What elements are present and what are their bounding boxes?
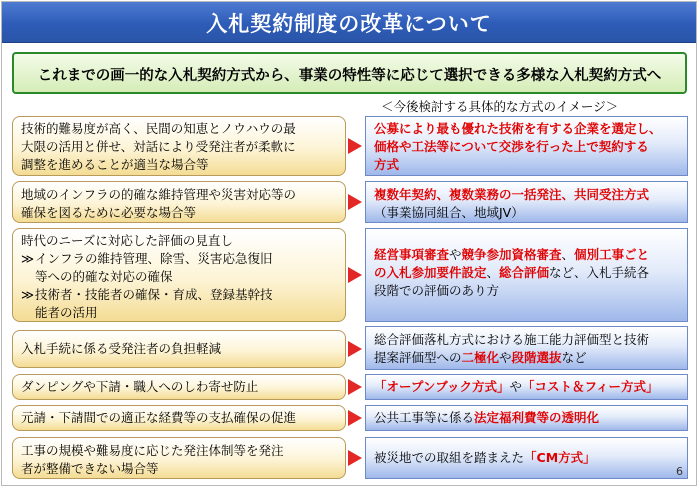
method-line <box>374 156 679 174</box>
emphasis-text: 複数年契約、複数業務の一括発注、共同受注方式 <box>374 187 650 202</box>
emphasis-text: 総合評価 <box>499 265 550 280</box>
condition-box <box>12 228 346 322</box>
title-bar <box>2 2 696 43</box>
condition-box <box>12 330 346 368</box>
emphasis-text: 個別工事ごと <box>574 247 650 262</box>
method-box <box>365 405 688 431</box>
method-text: など <box>561 350 587 365</box>
arrow-icon <box>348 410 362 426</box>
method-box <box>365 374 688 400</box>
emphasis-text: 方式 <box>374 157 400 172</box>
condition-subitem <box>21 250 337 286</box>
method-line <box>374 449 679 467</box>
condition-box <box>12 374 346 400</box>
condition-line: 技術的難易度が高く、民間の知恵とノウハウの最 <box>21 121 296 136</box>
condition-subitem <box>21 286 337 322</box>
emphasis-text: 経営事項審査 <box>374 247 450 262</box>
emphasis-text: 「オープンブック方式」 <box>374 379 510 394</box>
method-text: （事業協同組合、地域JV） <box>374 205 524 220</box>
condition-box <box>12 181 346 223</box>
condition-heading: 時代のニーズに対応した評価の見直し <box>21 233 233 248</box>
emphasis-text: 「コスト＆フィー方式」 <box>522 379 659 394</box>
arrow-icon <box>348 138 362 154</box>
method-box <box>365 437 688 479</box>
emphasis-text: 「CM方式」 <box>524 450 596 465</box>
condition-line: ダンピングや下請・職人へのしわ寄せ防止 <box>21 379 259 394</box>
arrow-icon <box>348 341 362 357</box>
condition-line: 能者の活用 <box>35 305 98 320</box>
arrow-icon <box>348 267 362 283</box>
method-text: 、 <box>486 265 500 280</box>
method-box <box>365 326 688 370</box>
summary-banner <box>12 52 687 94</box>
condition-line: 確保を図るために必要な場合等 <box>21 205 197 220</box>
method-text: 被災地での取組を踏まえた <box>374 450 525 465</box>
method-text: や <box>499 350 512 365</box>
condition-box <box>12 116 346 176</box>
emphasis-text: 競争参加資格審査 <box>461 247 562 262</box>
method-text: 公共工事等に係る <box>374 410 475 425</box>
condition-line: 工事の規模や難易度に応じた発注体制等を発注 <box>21 443 284 458</box>
emphasis-text: 法定福利費等の透明化 <box>474 410 600 425</box>
condition-line: 入札手続に係る受発注者の負担軽減 <box>21 341 222 356</box>
method-text: 提案評価型への <box>374 350 462 365</box>
emphasis-text: 段階選抜 <box>511 350 562 365</box>
method-box <box>365 228 688 322</box>
banner-text: これまでの画一的な入札契約方式から、事業の特性等に応じて選択できる多様な入札契約方式へ <box>37 68 662 84</box>
method-line <box>374 409 679 427</box>
method-line <box>374 264 679 282</box>
subcaption: ＜今後検討する具体的な方式のイメージ＞ <box>381 99 619 114</box>
method-line <box>374 378 679 396</box>
method-line <box>374 246 679 264</box>
condition-box <box>12 405 346 431</box>
method-line <box>374 349 679 367</box>
arrow-icon <box>348 379 362 395</box>
method-box <box>365 181 688 223</box>
method-text: 、 <box>561 247 575 262</box>
method-line <box>374 204 679 222</box>
emphasis-text: 価格や工法等について交渉を行った上で契約する <box>374 139 649 154</box>
method-text: など、入札手続各 <box>549 265 650 280</box>
condition-line: 元請・下請間での適正な経費等の支払確保の促進 <box>21 410 297 425</box>
condition-line: 調整を進めることが適当な場合等 <box>21 157 209 172</box>
method-line <box>374 282 679 300</box>
condition-line: 大限の活用と併せ、対話により受発注者が柔軟に <box>21 139 296 154</box>
method-text: や <box>509 379 523 394</box>
emphasis-text: の入札参加要件設定 <box>374 265 487 280</box>
emphasis-text: 公募により最も優れた技術を有する企業を選定し、 <box>374 121 662 136</box>
condition-line: 技術者・技能者の確保・育成、登録基幹技 <box>35 287 273 302</box>
method-line <box>374 138 679 156</box>
method-text: や <box>449 247 462 262</box>
page-number: 6 <box>676 465 683 478</box>
condition-box <box>12 437 346 479</box>
method-line <box>374 120 679 138</box>
slide-title: 入札契約制度の改革について <box>206 12 492 36</box>
emphasis-text: 二極化 <box>461 350 500 365</box>
arrow-icon <box>348 450 362 466</box>
arrow-icon <box>348 194 362 210</box>
method-text: 総合評価落札方式における施工能力評価型と技術 <box>374 332 650 347</box>
condition-line: 者が整備できない場合等 <box>21 461 159 476</box>
method-line <box>374 331 679 349</box>
condition-line: インフラの維持管理、除雪、災害応急復旧 <box>35 251 273 266</box>
condition-line: 地域のインフラの的確な維持管理や災害対応等の <box>21 187 297 202</box>
method-line <box>374 186 679 204</box>
method-box <box>365 116 688 176</box>
condition-line: 等への的確な対応の確保 <box>35 269 173 284</box>
bullet-icon: ≫ <box>21 251 35 266</box>
method-text: 段階での評価のあり方 <box>374 283 500 298</box>
bullet-icon: ≫ <box>21 287 35 302</box>
